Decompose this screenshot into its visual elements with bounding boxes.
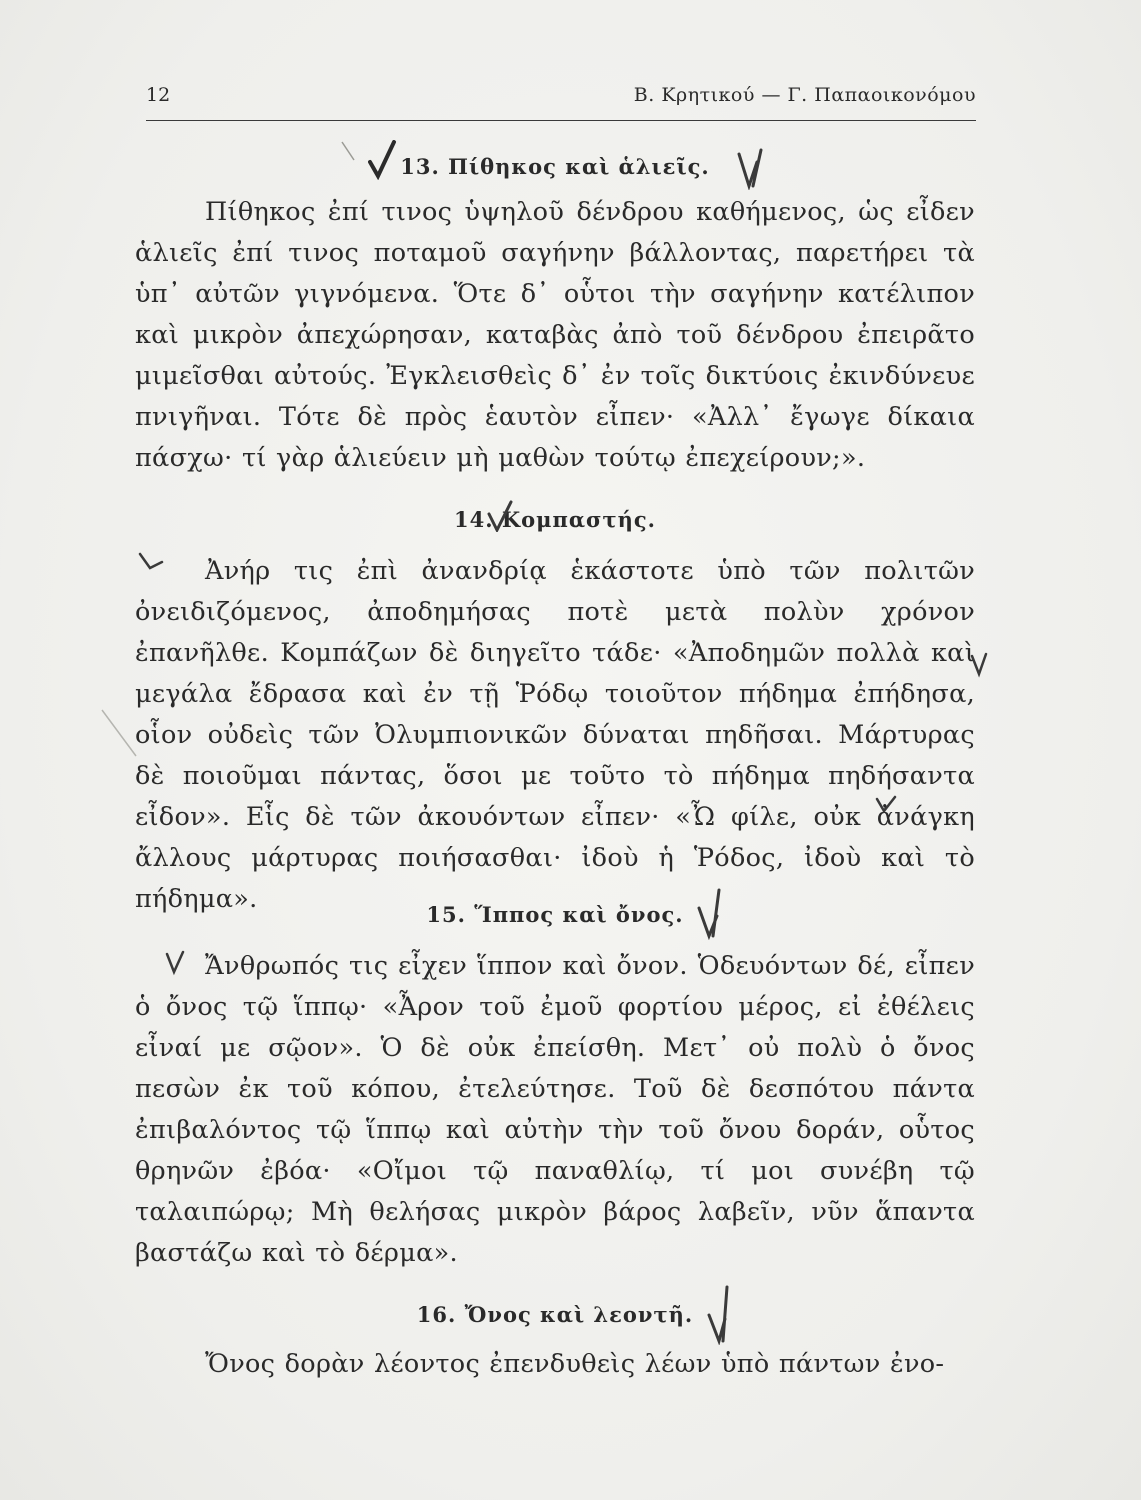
running-head: Β. Κρητικού — Γ. Παπαοικονόμου: [633, 84, 976, 106]
fable-title: 15. Ἵππος καὶ ὄνος.: [426, 902, 684, 927]
fable-16: [135, 1300, 975, 1385]
fable-text: Ὄνος δορὰν λέοντος ἐπενδυθεὶς λέων ὑπὸ πάντων ἐνο-: [205, 1349, 945, 1379]
page-header: [146, 80, 976, 121]
fable-title: 13. Πίθηκος καὶ ἁλιεῖς.: [400, 154, 710, 179]
pencil-check-mark-icon: [705, 1285, 741, 1345]
pencil-check-mark-icon: [368, 140, 398, 180]
pencil-mark-icon: [100, 708, 140, 758]
pencil-check-mark-icon: [735, 148, 775, 190]
pencil-check-mark-icon: [485, 498, 515, 532]
fable-text: Πίθηκος ἐπί τινος ὑψηλοῦ δένδρου καθήμενος, ὡς εἶδεν ἁλιεῖς ἐπί τινος ποταμοῦ σαγήνην βάλλοντας, παρετήρει τὰ ὑπ᾽ αὐτῶν γιγνόμενα. Ὅτε δ᾽ οὗτοι τὴν σαγήνην κατέλιπον καὶ μικρὸν ἀπεχώρησαν, καταβὰς ἀπὸ τοῦ δένδρου ἐπειρᾶτο μιμεῖσθαι αὐτούς. Ἐγκλεισθεὶς δ᾽ ἐν τοῖς δικτύοις ἐκινδύνευε πνιγῆναι. Τότε δὲ πρὸς ἑαυτὸν εἶπεν· «Ἀλλ᾽ ἔγωγε δίκαια πάσχω· τί γὰρ ἁλιεύειν μὴ μαθὼν τούτῳ ἐπεχείρουν;».: [135, 197, 975, 473]
pencil-check-mark-icon: [165, 950, 185, 976]
fable-15: [135, 900, 975, 1274]
fable-text: Ἄνθρωπός τις εἶχεν ἵππον καὶ ὄνον. Ὁδευόντων δέ, εἶπεν ὁ ὄνος τῷ ἵππῳ· «Ἆρον τοῦ ἐμοῦ φορτίου μέρος, εἰ ἐθέλεις εἶναί με σῷον». Ὁ δὲ οὐκ ἐπείσθη. Μετ᾽ οὐ πολὺ ὁ ὄνος πεσὼν ἐκ τοῦ κόπου, ἐτελεύτησε. Τοῦ δὲ δεσπότου πάντα ἐπιβαλόντος τῷ ἵππῳ καὶ αὐτὴν τὴν τοῦ ὄνου δοράν, οὗτος θρηνῶν ἐβόα· «Οἴμοι τῷ παναθλίῳ, τί μοι συνέβη τῷ ταλαιπώρῳ; Μὴ θελήσας μικρὸν βάρος λαβεῖν, νῦν ἅπαντα βαστάζω καὶ τὸ δέρμα».: [135, 951, 975, 1268]
fable-13: [135, 152, 975, 479]
pencil-check-mark-icon: [138, 550, 164, 572]
pencil-check-mark-icon: [875, 793, 897, 815]
page-number: 12: [146, 84, 171, 106]
fable-text: Ἀνήρ τις ἐπὶ ἀνανδρίᾳ ἑκάστοτε ὑπὸ τῶν πολιτῶν ὀνειδιζόμενος, ἀποδημήσας ποτὲ μετὰ πολὺν χρόνον ἐπανῆλθε. Κομπάζων δὲ διηγεῖτο τάδε· «Ἀποδημῶν πολλὰ καὶ μεγάλα ἔδρασα καὶ ἐν τῇ Ῥόδῳ τοιοῦτον πήδημα ἐπήδησα, οἷον οὐδεὶς τῶν Ὀλυμπιονικῶν δύναται πηδῆσαι. Μάρτυρας δὲ ποιοῦμαι πάντας, ὅσοι με τοῦτο τὸ πήδημα πηδήσαντα εἶδον». Εἷς δὲ τῶν ἀκουόντων εἶπεν· «Ὦ φίλε, οὐκ ἀνάγκη ἄλλους μάρτυρας ποιήσασθαι· ἰδοὺ ἡ Ῥόδος, ἰδοὺ καὶ τὸ πήδημα».: [135, 556, 975, 914]
pencil-mark-icon: [340, 140, 356, 162]
pencil-check-mark-icon: [695, 888, 735, 940]
pencil-check-mark-icon: [970, 652, 990, 678]
fable-title: 14. Κομπαστής.: [454, 507, 656, 532]
fable-title: 16. Ὄνος καὶ λεοντῆ.: [416, 1302, 694, 1327]
fable-14: [135, 505, 975, 920]
